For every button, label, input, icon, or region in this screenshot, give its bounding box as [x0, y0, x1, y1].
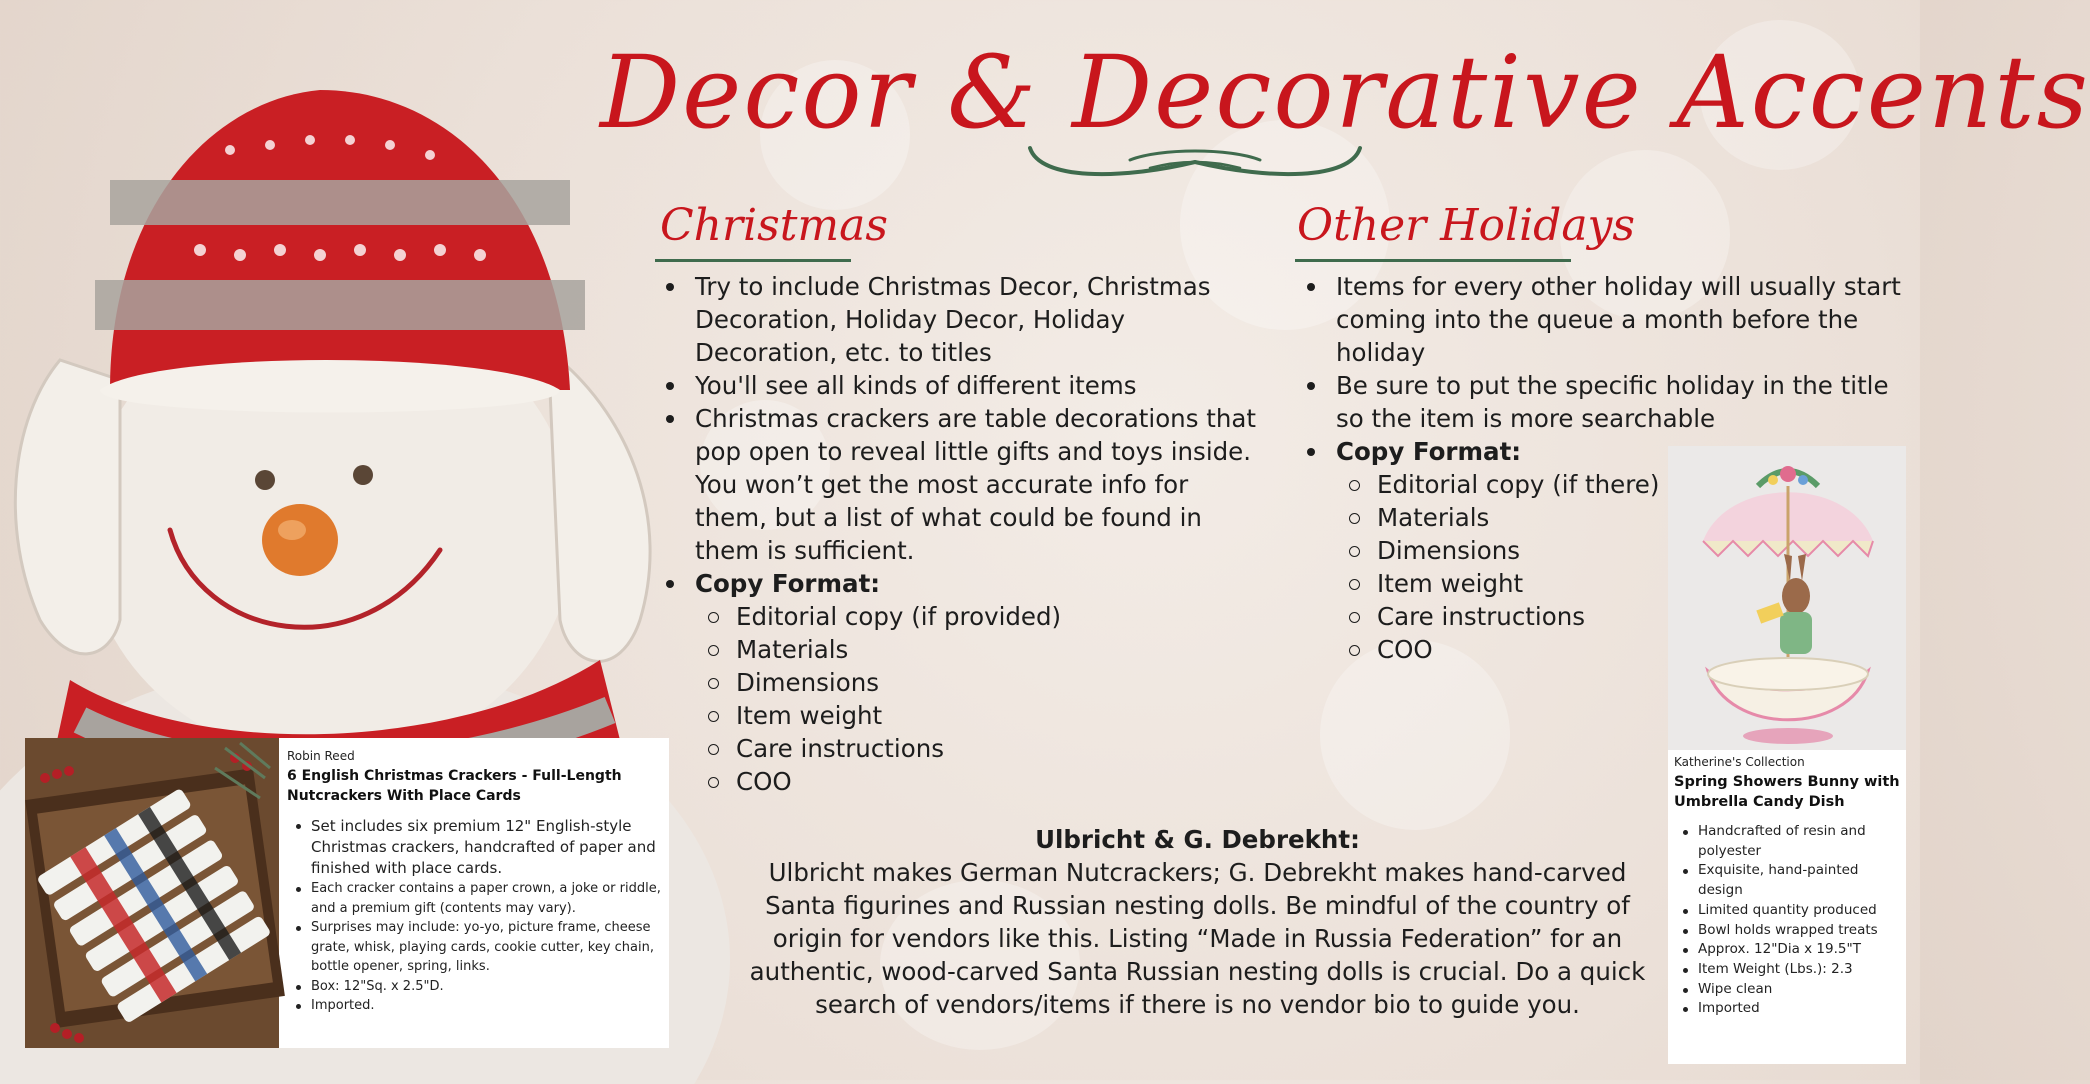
bunny-detail: Wipe clean: [1674, 980, 1902, 1000]
product-card-bunny: [1668, 446, 1906, 1064]
christmas-heading-text: Christmas: [660, 200, 888, 251]
crackers-product-info: [287, 748, 661, 1016]
vendor-note-heading: Ulbricht & G. Debrekht:: [1035, 825, 1360, 854]
crackers-detail: Each cracker contains a paper crown, a joke or riddle, and a premium gift (contents may vary).: [287, 879, 661, 918]
copy-format-item: Materials: [695, 633, 1264, 666]
crackers-brand: Robin Reed: [287, 749, 355, 763]
crackers-detail: Set includes six premium 12" English-style Christmas crackers, handcrafted of paper and finished with place cards.: [287, 816, 661, 879]
crackers-detail: Imported.: [287, 996, 661, 1016]
christmas-bullet-list: [654, 270, 1264, 798]
vendor-note: [745, 823, 1650, 1021]
bunny-details-list: [1674, 822, 1902, 1019]
christmas-heading: [660, 200, 888, 252]
crackers-title: 6 English Christmas Crackers - Full-Length Nutcrackers With Place Cards: [287, 768, 622, 804]
other-holidays-bullet: Be sure to put the specific holiday in the title so the item is more searchable: [1295, 369, 1905, 435]
vendor-note-body: Ulbricht makes German Nutcrackers; G. Debrekht makes hand-carved Santa figurines and Russian nesting dolls. Be mindful of the country of origin for vendors like this. Listing “Made in Russia Federation” for an authentic, wood-carved Santa Russian nesting dolls is crucial. Do a quick search of vendors/items if there is no vendor bio to guide you.: [749, 858, 1646, 1019]
bunny-detail: Handcrafted of resin and polyester: [1674, 822, 1902, 861]
bunny-title: Spring Showers Bunny with Umbrella Candy Dish: [1674, 774, 1900, 810]
bunny-detail: Imported: [1674, 999, 1902, 1019]
copy-format-item: Materials: [1336, 501, 1905, 534]
bunny-detail: Exquisite, hand-painted design: [1674, 861, 1902, 900]
copy-format-item: COO: [1336, 633, 1905, 666]
christmas-copy-format: [654, 567, 1264, 798]
copy-format-item: Dimensions: [695, 666, 1264, 699]
bunny-detail: Item Weight (Lbs.): 2.3: [1674, 960, 1902, 980]
christmas-copy-format-list: [695, 600, 1264, 798]
bunny-brand: Katherine's Collection: [1674, 755, 1805, 769]
crackers-detail: Surprises may include: yo-yo, picture frame, cheese grate, whisk, playing cards, cookie cutter, key chain, bottle opener, spring, links.: [287, 918, 661, 977]
bunny-product-info: [1674, 754, 1902, 1019]
other-holidays-heading-text: Other Holidays: [1297, 200, 1635, 251]
bokeh-light: [1320, 640, 1510, 830]
other-holidays-heading-underline: [1295, 259, 1571, 262]
bunny-detail: Approx. 12"Dia x 19.5"T: [1674, 940, 1902, 960]
copy-format-item: COO: [695, 765, 1264, 798]
copy-format-label: Copy Format:: [695, 569, 881, 598]
product-card-crackers: [25, 738, 669, 1048]
christmas-bullet: Christmas crackers are table decorations that pop open to reveal little gifts and toys inside. You won’t get the most accurate info for them, but a list of what could be found in them is sufficient.: [654, 402, 1264, 567]
christmas-bullet: Try to include Christmas Decor, Christmas Decoration, Holiday Decor, Holiday Decoration, etc. to titles: [654, 270, 1264, 369]
copy-format-item: Item weight: [1336, 567, 1905, 600]
copy-format-item: Care instructions: [695, 732, 1264, 765]
other-holidays-heading: [1297, 200, 1635, 252]
copy-format-item: Editorial copy (if provided): [695, 600, 1264, 633]
page-title: Decor & Decorative Accents: [600, 34, 2090, 151]
christmas-column: [654, 270, 1264, 798]
other-holidays-bullet: Items for every other holiday will usually start coming into the queue a month before the holiday: [1295, 270, 1905, 369]
copy-format-item: Care instructions: [1336, 600, 1905, 633]
bunny-detail: Limited quantity produced: [1674, 901, 1902, 921]
copy-format-item: Editorial copy (if there): [1336, 468, 1905, 501]
crackers-detail: Box: 12"Sq. x 2.5"D.: [287, 977, 661, 997]
title-flourish: [1020, 140, 1370, 184]
christmas-bullet: You'll see all kinds of different items: [654, 369, 1264, 402]
bunny-detail: Bowl holds wrapped treats: [1674, 921, 1902, 941]
copy-format-item: Item weight: [695, 699, 1264, 732]
bunny-product-image: [1668, 446, 1906, 750]
christmas-heading-underline: [655, 259, 851, 262]
crackers-product-image: [25, 738, 279, 1048]
copy-format-label: Copy Format:: [1336, 437, 1522, 466]
copy-format-item: Dimensions: [1336, 534, 1905, 567]
crackers-details-list: [287, 816, 661, 1016]
